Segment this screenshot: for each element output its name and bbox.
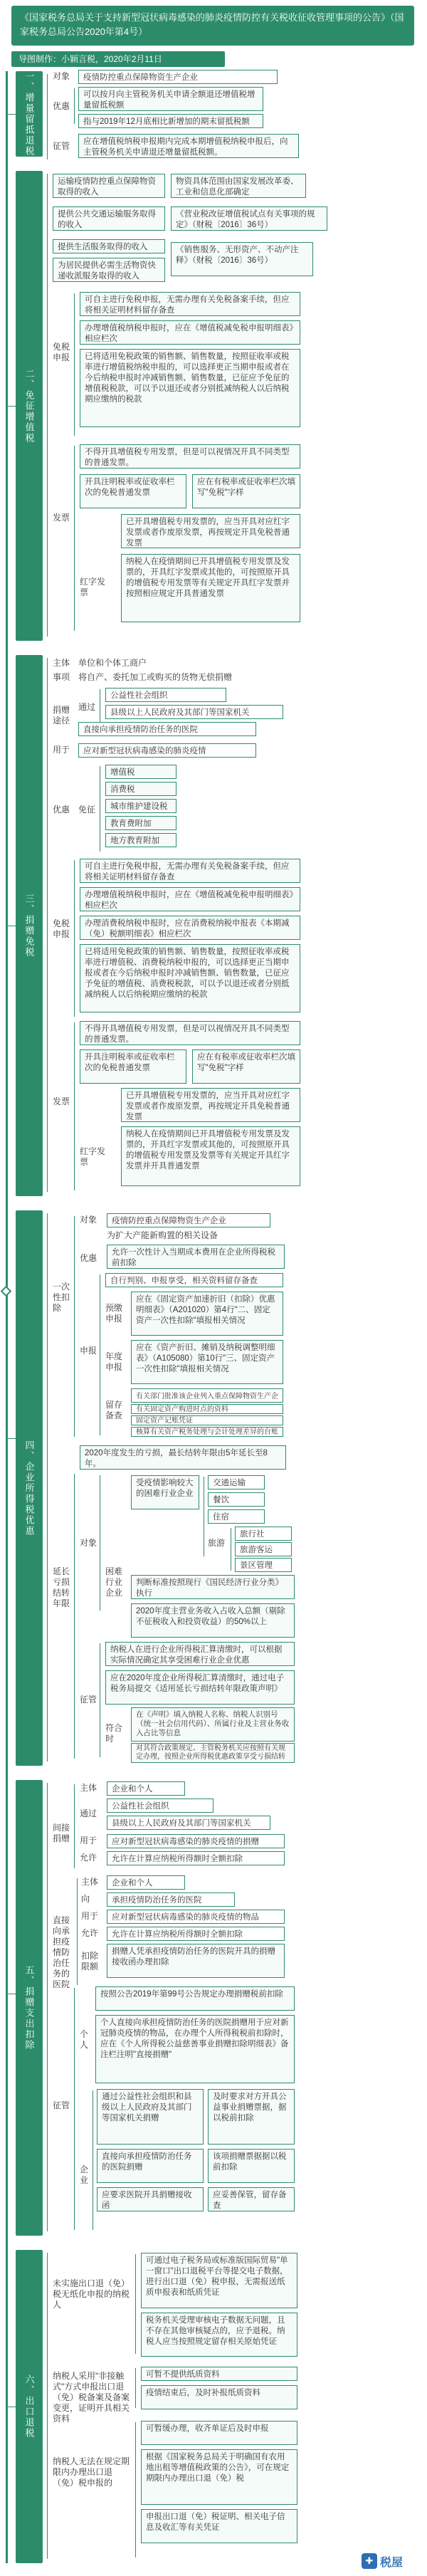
main-spine — [6, 71, 8, 2563]
s5-kouchu-label: 扣除限额 — [81, 1951, 99, 1972]
section-3[interactable]: 三、捐赠免税 — [16, 655, 43, 1196]
s3-tujing-3: 直接向承担疫情防治任务的医院 — [78, 722, 256, 736]
s3-shenbao-label: 免税申报 — [53, 918, 70, 939]
s2-fp-2-note: 应在有税率或征收率栏次填写"免税"字样 — [192, 474, 300, 508]
s2-item-4: 为居民提供必需生活物资快递收派服务取得的收入 — [53, 258, 165, 282]
s4-lc-2: 有关固定资产购进时点的资料 — [131, 1404, 283, 1414]
s3-mz-1: 增值税 — [105, 765, 176, 779]
s3-juanzeng-label: 捐赠途径 — [53, 705, 70, 726]
s3-fapiao-label: 发票 — [53, 1096, 70, 1106]
s4-shenbao-label: 申报 — [80, 1346, 97, 1356]
s4-yici-label: 一次性扣除 — [53, 1282, 70, 1313]
s4-yujiao-label: 预缴申报 — [105, 1303, 123, 1324]
s4-fuhe-label: 符合时 — [105, 1723, 123, 1744]
s2-ms-2: 办理增值税纳税申报时，应在《增值税减免税申报明细表》相应栏次 — [80, 320, 300, 345]
s2-fp-2: 开具注明税率或征收率栏次的免税普通发票 — [80, 474, 186, 508]
s3-shixiang-text: 将自产、委托加工或购买的货物无偿捐赠 — [78, 672, 233, 682]
s4-zg-1: 纳税人在进行企业所得税汇算清缴时，可以根据实际情况确定其享受困难行业企业优惠 — [105, 1642, 295, 1666]
s5-kouchu-text: 捐赠人凭承担疫情防治任务的医院开具的捐赠接收函办理扣除 — [107, 1944, 285, 1978]
s2-fapiao-label: 发票 — [53, 513, 70, 523]
s4-zg-2: 应在2020年度企业所得税汇算清缴时，通过电子税务局提交《适用延长亏损结转年限政策声明》 — [105, 1670, 295, 1705]
s6-wf-2: 根据《国家税务总局关于明确国有农用地出租等增值税政策的公告》，可在规定期限内办理出口退（免）税 — [141, 2449, 297, 2505]
s5-yunxu1-text: 允许在计算应纳税所得额时全额扣除 — [107, 1851, 285, 1865]
s5-geren-label: 个人 — [80, 2029, 89, 2050]
s1-object-label: 对象 — [53, 71, 70, 81]
s5-gr-1: 按照公告2019年第99号公告规定办理捐赠税前扣除 — [95, 1986, 295, 2011]
s4-youhui-box: 允许一次性计入当期成本费用在企业所得税税前扣除 — [107, 1245, 285, 1269]
s4-liucun-label: 留存备查 — [105, 1400, 123, 1420]
s6-ws-2: 税务机关受理审核电子数据无问题，且不存在其他审核疑点的，应予退税。纳税人应当按照规定留存相关原始凭证 — [141, 2313, 297, 2357]
s2-item-3: 提供生活服务取得的收入 — [53, 239, 165, 253]
s1-zhengguan-box: 应在增值税纳税申报期内完成本期增值税纳税申报后，向主管税务机关申请退还增量留抵税额。 — [78, 134, 299, 158]
root-node-icon — [1, 1286, 12, 1297]
s3-sb-1: 可自主进行免税申报，无需办理有关免税备案手续，但应将相关证明材料留存备查 — [80, 859, 300, 883]
s3-sb-4: 已将适用免税政策的销售额、销售数量，按照征收率或税率进行增值税、消费税纳税申报的，可以选择更正当期申报或者在今后纳税申报时冲减销售额、销售数量，已征应予免征的增值税、消费税税款，可以予以退还或者分别抵减纳税人以后纳税期应缴纳的税款 — [80, 944, 300, 1012]
s4-zhengguan-label: 征管 — [80, 1695, 97, 1705]
s3-fp-2-note: 应在有税率或征收率栏次填写"免税"字样 — [192, 1049, 300, 1084]
s2-mianshui-label: 免税申报 — [53, 342, 70, 362]
s1-zhengguan-label: 征管 — [53, 141, 70, 151]
s3-zhuti-text: 单位和个体工商户 — [78, 658, 147, 668]
s5-yongyu1-label: 用于 — [80, 1836, 97, 1845]
s4-lvyou: 旅游 — [208, 1538, 226, 1548]
s4-zixing: 自行判别、申报享受，相关资料留存备查 — [105, 1273, 283, 1287]
s6-feishi-label: 纳税人采用"非接触式"方式申报出口退（免）税备案及备案变更，证明开具相关资料 — [53, 2371, 130, 2424]
s4-duixiang-label: 对象 — [80, 1538, 97, 1548]
s3-shixiang-label: 事项 — [53, 672, 70, 682]
s4-youhui-label: 优惠 — [80, 1253, 97, 1263]
s6-ws-1: 可通过电子税务局或标准版国际贸易"单一窗口"出口退税平台等提交电子数据，进行出口退（免）税申报，无需报送纸质申报表和纸质凭证 — [141, 2253, 297, 2308]
s2-item-2-note: 《营业税改征增值税试点有关事项的规定》（财税〔2016〕36号） — [171, 206, 327, 231]
s5-zhuti2-text: 企业和个人 — [107, 1875, 185, 1890]
s4-lvyou-2: 旅游客运 — [235, 1542, 292, 1556]
s3-fp-4: 纳税人在疫情期间已开具增值税专用发票及发票的，开具红字发票或其他的，可按照原开具的增值税专用发票及发票等有关规定开具红字发票并开具普通发票 — [121, 1126, 300, 1186]
s4-niandu-box: 应在《资产折旧、摊销及纳税调整明细表》（A105080）第10行"三、固定资产一次性扣除"填报相关情况 — [131, 1340, 283, 1384]
s3-mianzheng-label: 免征 — [78, 805, 96, 815]
s4-yanchang-label: 延长亏损结转年限 — [53, 1566, 70, 1608]
s4-object-label: 对象 — [80, 1215, 97, 1225]
s5-qy-1-note: 及时要求对方开具公益事业捐赠票据，据以税前扣除 — [208, 2089, 295, 2145]
s4-weikuo-label: 为扩大产能新购置的相关设备 — [107, 1230, 218, 1240]
s4-fh-2: 对其符合政策规定、主管税务机关应按照有关规定办理，按照企业所得税优惠政策享受亏损结转 — [131, 1743, 295, 1763]
s2-item-34-note: 《销售服务、无形资产、不动产注释》（财税〔2016〕36号） — [171, 242, 313, 276]
s3-youhui-label: 优惠 — [53, 805, 70, 815]
s5-zhuti2-label: 主体 — [81, 1877, 99, 1887]
s4-panbie: 判断标准按照现行《国民经济行业分类》执行 — [131, 1575, 295, 1599]
s3-yongyu-text: 应对新型冠状病毒感染的肺炎疫情 — [78, 743, 256, 758]
s5-tongguo1-text2: 县级以上人民政府及其部门等国家机关 — [107, 1816, 270, 1830]
s6-wf-3: 申报出口退（免）税证明、相关电子信息及收汇等有关凭证 — [141, 2509, 297, 2543]
s2-item-2: 提供公共交通运输服务取得的收入 — [53, 206, 165, 231]
s1-youhui-box-1: 可以按月向主管税务机关申请全额退还增值税增量留抵税额 — [78, 87, 263, 111]
s4-lc-1: 有关部门批准该企业列入重点保障物资生产企 — [131, 1388, 283, 1403]
s5-jianjie-label: 间接捐赠 — [53, 1823, 70, 1843]
s4-kuisun-intro: 2020年度发生的亏损，最长结转年限由5年延长至8年。 — [80, 1445, 286, 1470]
s4-lc-4: 核算有关资产税务处理与会计处理差异的台账 — [131, 1427, 283, 1437]
s4-canyin: 餐饮 — [208, 1492, 265, 1507]
section-2[interactable]: 二、免征增值税 — [16, 171, 43, 641]
s5-yongyu2-text: 应对新型冠状病毒感染的肺炎疫情的物品 — [107, 1910, 285, 1924]
section-6[interactable]: 六、出口退税 — [16, 2250, 43, 2563]
s5-yunxu2-text: 允许在计算应纳税所得额时全额扣除 — [107, 1927, 285, 1941]
s5-tongguo1-text1: 公益性社会组织 — [107, 1799, 214, 1813]
section-4[interactable]: 四、企业所得税优惠 — [16, 1210, 43, 1766]
s6-wufa-label: 纳税人无法在规定期限内办理出口退（免）税申报的 — [53, 2456, 130, 2488]
s4-lvyou-1: 旅行社 — [235, 1527, 292, 1541]
s4-jiaotong: 交通运输 — [208, 1475, 265, 1489]
s5-tongguo1-label: 通过 — [80, 1808, 97, 1818]
section-1[interactable]: 一、增量留抵退税 — [16, 71, 43, 157]
s3-tujing-1: 公益性社会组织 — [105, 688, 226, 702]
s6-fs-1: 可暂不提供纸质资料 — [141, 2367, 297, 2381]
s3-fp-1: 不得开具增值税专用发票，但是可以视情况开具不同类型的普通发票。 — [80, 1021, 300, 1045]
s2-fp-3: 已开具增值税专用发票的，应当开具对应红字发票或者作废原发票，再按规定开具免税普通发票 — [121, 514, 300, 548]
s4-zhuying: 2020年度主营业务收入占收入总额（剔除不征税收入和投资收益）的50%以上 — [131, 1603, 295, 1638]
s6-weishi-label: 未实施出口退（免）税无纸化申报的纳税人 — [53, 2278, 130, 2310]
logo-text: 税屋 — [380, 2556, 404, 2569]
s5-qy-3: 应要求医院开具捐赠接收函 — [97, 2187, 204, 2211]
s4-object-box: 疫情防控重点保障物资生产企业 — [107, 1213, 270, 1227]
s5-qy-3-note: 应妥善保管，留存备查 — [208, 2187, 295, 2211]
s4-lvyou-3: 景区管理 — [235, 1558, 292, 1572]
s4-niandu-label: 年度申报 — [105, 1351, 123, 1372]
s3-sb-2: 办理增值税纳税申报时，应在《增值税减免税申报明细表》相应栏次 — [80, 887, 300, 911]
s4-fh-1: 在《声明》填入纳税人名称、纳税人识别号（统一社会信用代码）、所属行业及主营业务收入占比等信息 — [131, 1707, 295, 1742]
s3-mz-5: 地方教育附加 — [105, 833, 176, 847]
s5-gr-2: 个人直接向承担疫情防治任务的医院捐赠用于应对新冠肺炎疫情的物品，在办理个人所得税税前扣除时，应在《个人所得税公益慈善事业捐赠扣除明细表》备注栏注明"直接捐赠" — [95, 2015, 295, 2083]
s5-zhuti1-label: 主体 — [80, 1783, 97, 1793]
shuiwu-logo — [362, 2552, 421, 2570]
s3-fp-2: 开具注明税率或征收率栏次的免税普通发票 — [80, 1049, 186, 1084]
s2-fp-1: 不得开具增值税专用发票，但是可以视情况开具不同类型的普通发票。 — [80, 444, 300, 468]
s5-qy-2-note: 该项捐赠票据据以税前扣除 — [208, 2149, 295, 2183]
s3-yongyu-label: 用于 — [53, 745, 70, 755]
s5-xiang-label: 向 — [81, 1894, 90, 1904]
s2-item-1-note: 物资具体范围由国家发展改革委、工业和信息化部确定 — [171, 174, 306, 198]
s4-lc-3: 固定资产记账凭证 — [131, 1415, 283, 1425]
s4-zhusu: 住宿 — [208, 1509, 265, 1524]
s3-tongguo-label: 通过 — [78, 702, 96, 712]
s3-mz-4: 教育费附加 — [105, 816, 176, 830]
s3-zhuti-label: 主体 — [53, 658, 70, 668]
s1-object-box: 疫情防控重点保障物资生产企业 — [78, 70, 278, 84]
logo-mark-icon: ✚ — [362, 2553, 377, 2569]
s5-qiye-label: 企业 — [80, 2164, 89, 2185]
author-line: 导图制作：小颖言税，2020年2月11日 — [11, 51, 225, 67]
map-title: 《国家税务总局关于支持新型冠状病毒感染的肺炎疫情防控有关税收征收管理事项的公告》（国家税务总局公告2020年第4号） — [11, 6, 414, 46]
s3-mz-3: 城市维护建设税 — [105, 799, 176, 813]
s5-qy-2: 直接向承担疫情防治任务的医院捐赠 — [97, 2149, 204, 2183]
s5-qy-1: 通过公益性社会组织和县级以上人民政府及其部门等国家机关捐赠 — [97, 2089, 204, 2145]
s2-hongzi-label: 红字发票 — [80, 577, 106, 597]
s5-yunxu1-label: 允许 — [80, 1853, 97, 1863]
s5-zhengguan-label: 征管 — [53, 2100, 70, 2110]
s3-mz-2: 消费税 — [105, 782, 176, 796]
s5-yongyu2-label: 用于 — [81, 1911, 99, 1921]
s4-yujiao-box: 应在《固定资产加速折旧（扣除）优惠明细表》（A201020）第4行"二、固定资产一次性扣除"填报相关情况 — [131, 1292, 283, 1336]
s3-hongzi-label: 红字发票 — [80, 1146, 106, 1167]
s3-sb-3: 办理消费税纳税申报时，应在消费税纳税申报表《本期减（免）税额明细表》相应栏次 — [80, 916, 300, 940]
s2-fp-4: 纳税人在疫情期间已开具增值税专用发票及发票的，开具红字发票或其他的，可按照原开具的增值税专用发票等有关规定开具红字发票并按照相应规定开具普通发票 — [121, 554, 300, 622]
s6-wf-1: 可暂缓办理，收齐单证后及时申报 — [141, 2421, 297, 2445]
s2-ms-1: 可自主进行免税申报，无需办理有关免税备案手续，但应将相关证明材料留存备查 — [80, 292, 300, 316]
s1-youhui-label: 优惠 — [53, 101, 70, 111]
s5-zhuti1-text: 企业和个人 — [107, 1781, 185, 1796]
s3-tujing-2: 县级以上人民政府及其部门等国家机关 — [105, 705, 283, 719]
s5-zhijie-label: 直接向承担疫情防治任务的医院 — [53, 1915, 70, 1989]
s1-youhui-box-2: 指与2019年12月底相比新增加的期末留抵税额 — [78, 114, 263, 128]
s5-yongyu1-text: 应对新型冠状病毒感染的肺炎疫情的捐赠 — [107, 1834, 285, 1848]
s3-fp-3: 已开具增值税专用发票的，应当开具对应红字发票或者作废原发票，再按规定开具免税普通发票 — [121, 1088, 300, 1122]
s4-kunnan-label: 困难行业企业 — [105, 1566, 123, 1598]
s6-fs-2: 疫情结束后，及时补报纸质资料 — [141, 2385, 297, 2409]
s2-item-1: 运输疫情防控重点保障物资取得的收入 — [53, 174, 165, 198]
s5-yunxu2-label: 允许 — [81, 1928, 99, 1938]
section-5[interactable]: 五、捐赠支出扣除 — [16, 1780, 43, 2236]
s2-ms-3: 已将适用免税政策的销售额、销售数量，按照征收率或税率进行增值税纳税申报的，可以选择更正当期申报或者在今后纳税申报时冲减销售额、销售数量，已征应予免征的增值税税款，可以予以退还或者分别抵减纳税人以后纳税期应缴纳的税款 — [80, 349, 300, 427]
s5-xiang-text: 承担疫情防治任务的医院 — [107, 1892, 235, 1907]
s4-kn-intro: 受疫情影响较大的困难行业企业 — [131, 1475, 199, 1509]
